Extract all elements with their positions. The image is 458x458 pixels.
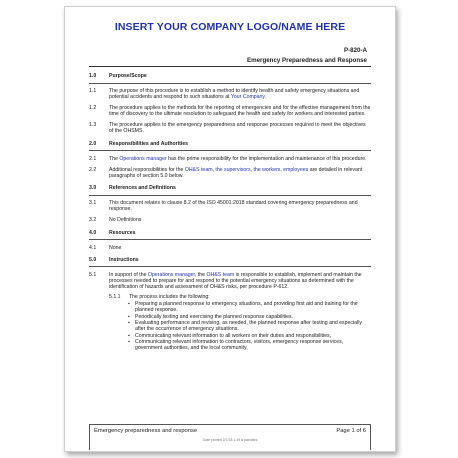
footer-document-title: Emergency preparedness and response [94,428,198,434]
paragraph-1-3 [89,122,371,135]
section-number: 4.0 [89,229,97,236]
text-run: are detailed in relevant paragraphs of section 5.0 below. [109,166,363,179]
list-item: ▪ Communicating relevant information to contractors, visitors, emergency response services, government authorities, and the local community, [135,339,371,352]
paragraph-3-1 [89,200,371,213]
page-number: Page 1 of 6 [336,428,366,434]
paragraph-1-1 [89,88,371,101]
text-run: Additional responsibilities for the [109,166,185,173]
paragraph-text: No Definitions [109,217,142,224]
section-heading-purpose [89,70,371,84]
roles-placeholder: OH&S team, the supervisors, the workers, employees [184,166,309,173]
text-run: The purpose of this procedure is to establish a method to identify health and safety emergency situations and potential accidents and respond to such situations at [109,88,360,101]
paragraph-text [109,167,371,180]
section-number: 1.0 [89,73,97,80]
paragraph-text: The process includes the following: [129,293,210,300]
paragraph-1-2 [89,105,371,118]
paragraph-5-1 [89,272,371,291]
paragraph-text [109,156,371,162]
paragraph-text: The procedure applies to the emergency preparedness and response processes required to meet the objectives of the OHSMS. [109,122,366,135]
list-item: ▪ Communicating relevant information to all workers on their duties and responsibilities, [135,333,371,339]
paragraph-number: 1.3 [89,122,97,129]
team-placeholder: OH&S team [206,271,235,278]
print-date: Date printed 2/7/18 1:39 a paedites [202,438,258,442]
paragraph-number: 2.1 [89,155,97,162]
company-logo-placeholder: INSERT YOUR COMPANY LOGO/NAME HERE [114,21,346,33]
text-run: has the prime responsibility for the implementation and maintenance of this procedure. [166,155,367,162]
section-title: Purpose/Scope [109,73,147,80]
company-name-placeholder: Your Company [230,94,265,101]
paragraph-text [109,88,371,101]
list-item: ▪ Evaluating performance and revising, as needed, the planned response after testing and especially after the occurrence of emergency situations. [135,320,371,333]
paragraph-4-1 [89,245,371,251]
section-title: References and Definitions [109,185,176,192]
list-item: ▪ Preparing a planned response to emergency situations, and providing first aid and training for the planned response. [135,301,371,314]
role-placeholder: Operations manager [119,155,167,162]
section-number: 5.0 [89,256,97,263]
document-number: P-820-A [343,47,367,54]
text-run: is responsible to establish, implement and maintain the processes needed to prepare for and respond to the potential emergency situations as determined with the identification of hazards and assessment of OH&S risks, per procedure P-612. [109,271,362,291]
section-title: Resources [109,229,136,236]
section-heading-responsibilities [89,138,371,152]
paragraph-number: 1.2 [89,105,97,112]
paragraph-number: 3.2 [89,217,97,224]
text-run: , the [194,271,207,278]
paragraph-text [109,272,371,291]
list-item: ▪ Periodically testing and exercising the planned response capabilities. [135,314,371,320]
section-number: 2.0 [89,140,97,147]
paragraph-number: 1.1 [89,88,97,94]
section-number: 3.0 [89,185,97,192]
paragraph-2-2 [89,167,371,180]
section-heading-references [89,182,371,196]
section-title: Instructions [109,256,139,263]
paragraph-3-2 [89,217,371,223]
role-placeholder: Operations manager [147,271,195,278]
paragraph-5-1-1 [109,294,371,300]
section-heading-instructions [89,254,371,268]
text-run: The [109,155,120,162]
paragraph-text: None [109,244,122,251]
document-body [89,67,371,351]
document-title: Emergency Preparedness and Response [246,57,367,64]
paragraph-number: 3.1 [89,200,97,207]
text-run: . [264,94,267,101]
document-page [64,6,396,452]
paragraph-number: 2.2 [89,166,97,173]
text-run: In support of the [109,271,148,278]
paragraph-2-1 [89,156,371,162]
paragraph-text: The procedure applies to the methods for the reporting of emergencies and for the effective management from the time of discovery to the ultimate resolution to safeguard the health and safety for workers and interested parties. [109,105,371,118]
process-bullet-list [89,301,371,351]
section-title: Responsibilities and Authorities [109,140,189,147]
section-heading-resources [89,227,371,241]
paragraph-number: 5.1.1 [109,293,121,300]
page-footer [89,424,371,450]
paragraph-number: 4.1 [89,244,97,251]
paragraph-text: This document relates to clause 8.2 of the ISO 45001:2018 standard covering emergency preparedness and response. [109,200,358,213]
paragraph-number: 5.1 [89,271,97,278]
